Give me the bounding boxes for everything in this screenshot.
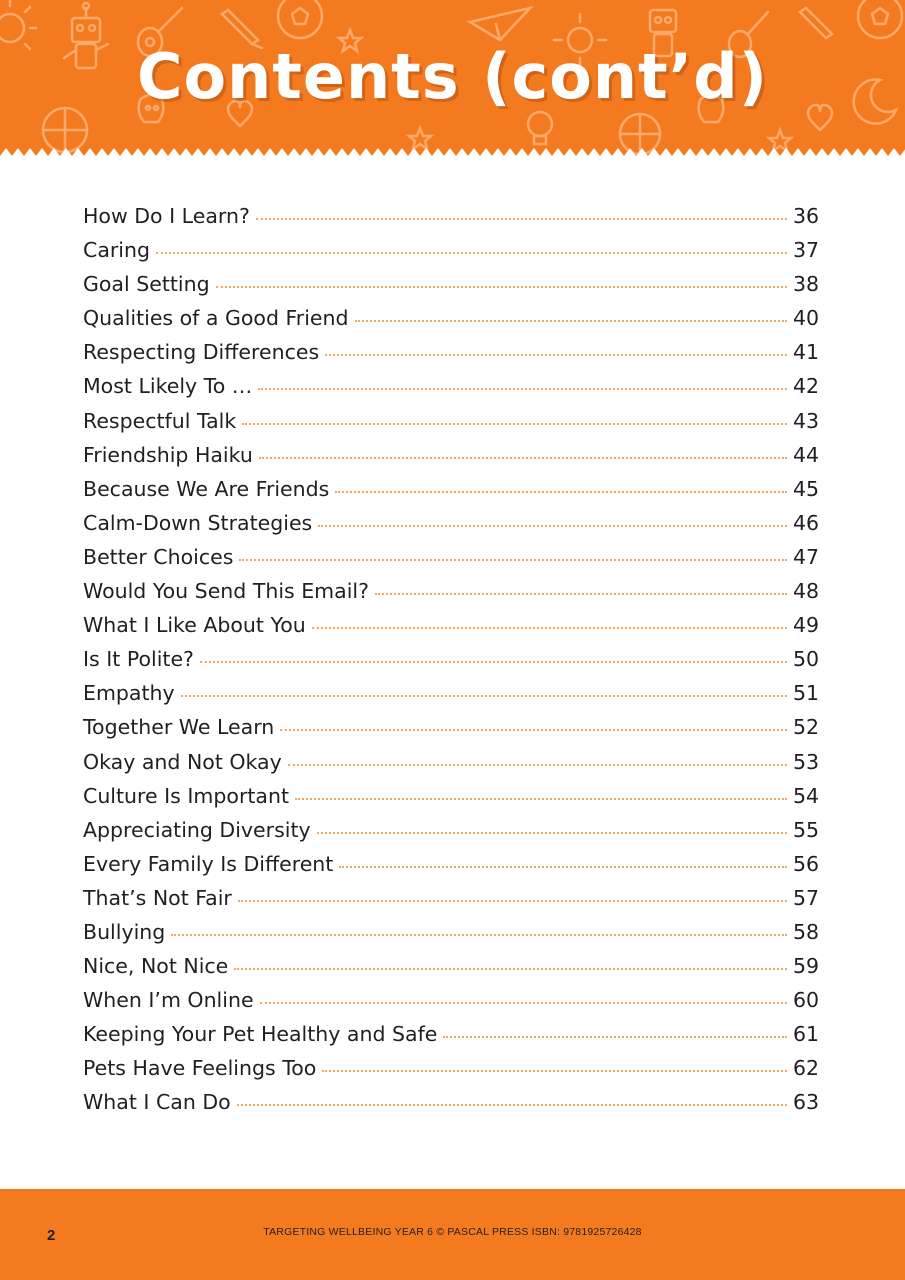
toc-entry[interactable]: [83, 238, 823, 272]
toc-entry[interactable]: [83, 409, 823, 443]
toc-entry-page: 56: [793, 851, 820, 876]
toc-entry[interactable]: [83, 1090, 823, 1124]
table-of-contents: [83, 204, 823, 1125]
toc-entry-title: Bullying: [83, 919, 166, 944]
toc-entry[interactable]: [83, 374, 823, 408]
dot-leader: [242, 423, 787, 425]
dot-leader: [443, 1036, 787, 1038]
dot-leader: [322, 1070, 787, 1072]
toc-entry[interactable]: [83, 852, 823, 886]
dot-leader: [200, 661, 787, 663]
toc-entry-page: 51: [793, 681, 820, 706]
toc-entry-title: Qualities of a Good Friend: [83, 306, 349, 331]
toc-entry[interactable]: [83, 954, 823, 988]
toc-entry-page: 41: [793, 340, 820, 365]
toc-entry-title: Every Family Is Different: [83, 851, 334, 876]
dot-leader: [312, 627, 787, 629]
toc-entry-title: Appreciating Diversity: [83, 817, 311, 842]
toc-entry[interactable]: [83, 886, 823, 920]
dot-leader: [171, 934, 787, 936]
dot-leader: [355, 320, 787, 322]
toc-entry[interactable]: [83, 1022, 823, 1056]
dot-leader: [260, 1002, 787, 1004]
toc-entry[interactable]: [83, 477, 823, 511]
toc-entry-title: That’s Not Fair: [83, 885, 232, 910]
toc-entry[interactable]: [83, 613, 823, 647]
toc-entry-title: Pets Have Feelings Too: [83, 1056, 317, 1081]
dot-leader: [234, 968, 787, 970]
toc-entry-title: Because We Are Friends: [83, 476, 330, 501]
dot-leader: [258, 388, 787, 390]
dot-leader: [295, 798, 787, 800]
toc-entry-title: How Do I Learn?: [83, 204, 250, 228]
toc-entry-title: Friendship Haiku: [83, 442, 253, 467]
footer-bar: [0, 1189, 905, 1280]
dot-leader: [238, 900, 787, 902]
dot-leader: [181, 695, 787, 697]
toc-entry[interactable]: [83, 750, 823, 784]
toc-entry-page: 47: [793, 544, 820, 569]
dot-leader: [339, 866, 787, 868]
dot-leader: [375, 593, 787, 595]
toc-entry-title: What I Can Do: [83, 1090, 231, 1115]
toc-entry-page: 61: [793, 1022, 820, 1047]
dot-leader: [239, 559, 787, 561]
toc-entry-page: 40: [793, 306, 820, 331]
dot-leader: [256, 218, 787, 220]
toc-entry-title: What I Like About You: [83, 613, 306, 638]
toc-entry[interactable]: [83, 340, 823, 374]
toc-entry-title: Is It Polite?: [83, 647, 194, 672]
toc-entry-page: 37: [793, 238, 820, 263]
toc-entry[interactable]: [83, 545, 823, 579]
toc-entry[interactable]: [83, 511, 823, 545]
dot-leader: [259, 457, 787, 459]
toc-entry-page: 52: [793, 715, 820, 740]
toc-entry-page: 63: [793, 1090, 820, 1115]
footer-credit: TARGETING WELLBEING YEAR 6 © PASCAL PRESS ISBN: 9781925726428: [263, 1226, 642, 1238]
toc-entry-page: 38: [793, 272, 820, 297]
dot-leader: [288, 764, 787, 766]
dot-leader: [325, 354, 787, 356]
dot-leader: [280, 729, 787, 731]
dot-leader: [317, 832, 787, 834]
toc-entry[interactable]: [83, 784, 823, 818]
star-icon: [409, 128, 431, 149]
paper-plane-icon: [470, 8, 530, 40]
toc-entry-page: 42: [793, 374, 820, 399]
toc-entry-page: 36: [793, 204, 820, 228]
toc-entry-page: 44: [793, 442, 820, 467]
dot-leader: [237, 1104, 787, 1106]
toc-entry-title: When I’m Online: [83, 988, 254, 1013]
toc-entry-title: Caring: [83, 238, 151, 263]
toc-entry-page: 58: [793, 919, 820, 944]
basketball-icon: [43, 108, 87, 152]
dot-leader: [156, 252, 787, 254]
toc-entry[interactable]: [83, 1056, 823, 1090]
soccer-ball-icon: [278, 0, 322, 38]
toc-entry-title: Goal Setting: [83, 272, 210, 297]
toc-entry-title: Respectful Talk: [83, 408, 237, 433]
toc-entry[interactable]: [83, 818, 823, 852]
toc-entry-title: Would You Send This Email?: [83, 579, 369, 604]
toc-entry[interactable]: [83, 681, 823, 715]
toc-entry-title: Empathy: [83, 681, 175, 706]
toc-entry[interactable]: [83, 715, 823, 749]
toc-entry[interactable]: [83, 920, 823, 954]
toc-entry-title: Nice, Not Nice: [83, 954, 229, 979]
header-banner: [0, 0, 905, 165]
dot-leader: [216, 286, 787, 288]
toc-entry-page: 62: [793, 1056, 820, 1081]
toc-entry-page: 55: [793, 817, 820, 842]
zigzag-edge: [0, 148, 905, 165]
toc-entry-page: 49: [793, 613, 820, 638]
toc-entry-page: 53: [793, 749, 820, 774]
toc-entry-title: Culture Is Important: [83, 783, 290, 808]
pencil-icon: [800, 8, 832, 38]
toc-entry-title: Okay and Not Okay: [83, 749, 282, 774]
toc-entry[interactable]: [83, 647, 823, 681]
toc-entry[interactable]: [83, 204, 823, 238]
toc-entry-page: 54: [793, 783, 820, 808]
toc-entry-page: 48: [793, 579, 820, 604]
toc-entry-page: 50: [793, 647, 820, 672]
soccer-ball-icon: [858, 0, 902, 38]
toc-entry-page: 60: [793, 988, 820, 1013]
toc-entry-page: 59: [793, 954, 820, 979]
dot-leader: [335, 491, 787, 493]
toc-entry[interactable]: [83, 306, 823, 340]
toc-entry-page: 57: [793, 885, 820, 910]
toc-entry-page: 46: [793, 510, 820, 535]
page-title: Contents (cont’d): [137, 40, 768, 113]
toc-entry-title: Keeping Your Pet Healthy and Safe: [83, 1022, 438, 1047]
toc-entry[interactable]: [83, 579, 823, 613]
lightbulb-icon: [528, 112, 552, 144]
toc-entry-title: Respecting Differences: [83, 340, 320, 365]
toc-entry[interactable]: [83, 272, 823, 306]
dot-leader: [318, 525, 787, 527]
toc-entry-page: 43: [793, 408, 820, 433]
toc-entry[interactable]: [83, 443, 823, 477]
page-number: 2: [47, 1227, 56, 1244]
toc-entry-title: Better Choices: [83, 544, 234, 569]
toc-entry-page: 45: [793, 476, 820, 501]
toc-entry-title: Most Likely To …: [83, 374, 253, 399]
toc-entry-title: Together We Learn: [83, 715, 275, 740]
toc-entry-title: Calm-Down Strategies: [83, 510, 313, 535]
toc-entry[interactable]: [83, 988, 823, 1022]
